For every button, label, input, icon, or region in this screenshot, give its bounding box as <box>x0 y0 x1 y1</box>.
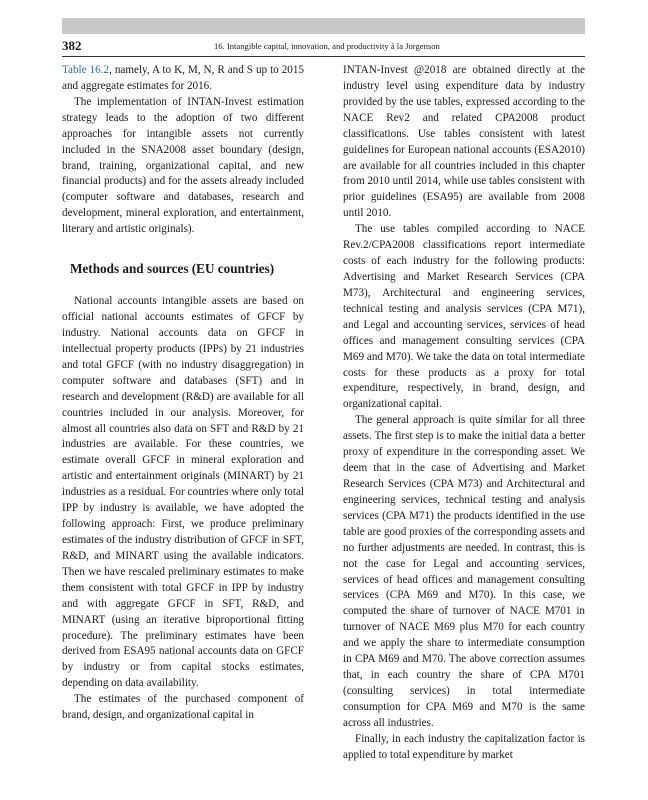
left-column <box>62 63 304 724</box>
header-band <box>62 18 585 34</box>
page-number: 382 <box>62 38 82 53</box>
paragraph <box>62 63 304 95</box>
paragraph: National accounts intangible assets are based on official national accounts estimates of GFCF by industry. National accounts data on GFCF in intellectual property products (IPPs) by 21 industries and total GFCF (with no industry disaggregation) in computer software and databases (SFT) and in research and development (R&D) are available for all countries included in our analysis. Moreover, for almost all countries also data on SFT and R&D by 21 industries are available. For these countries, we estimate overall GFCF in mineral exploration and artistic and entertainment originals (MINART) by 21 industries as a residual. For countries where only total IPP by industry is available, we have adopted the following approach: First, we produce preliminary estimates of the industry distribution of GFCF in SFT, R&D, and MINART using the available indicators. Then we have rescaled preliminary estimates to make them consistent with total GFCF in IPP by industry and with aggregate GFCF in SFT, R&D, and MINART (using an iterative biproportional fitting procedure). The preliminary estimates have been derived from ESA95 national accounts data on GFCF by industry or from capital stocks estimates, depending on data availability. <box>62 295 304 690</box>
section-heading: Methods and sources (EU countries) <box>70 261 275 277</box>
paragraph: The use tables compiled according to NACE Rev.2/CPA2008 classifications report intermediate costs of each industry for the following products: Advertising and Market Research Services (CPA M73), Architectural and engineering services, technical testing and analysis services (CPA M71), and Legal and accounting services, services of head offices and management consulting services (CPA M69 and M70). We take the data on total intermediate costs for these products as a proxy for total expenditure, respectively, in brand, design, and organizational capital. <box>343 223 585 411</box>
paragraph-text: , namely, A to K, M, N, R and S up to 2015 and aggregate estimates for 2016. <box>62 64 304 92</box>
paragraph: The implementation of INTAN-Invest estimation strategy leads to the adoption of two different approaches for intangible assets not currently included in the SNA2008 asset boundary (design, brand, training, organizational capital, and new financial products) and for the assets already included (computer software and databases, research and development, mineral exploration, and entertainment, literary and artistic originals). <box>62 95 304 236</box>
page-header <box>62 36 585 57</box>
right-column <box>343 63 585 764</box>
paragraph: INTAN-Invest @2018 are obtained directly at the industry level using expenditure data by industry provided by the use tables, expressed according to the NACE Rev2 and related CPA2008 product classifications. Use tables consistent with latest guidelines for European national accounts (ESA2010) are available for all countries included in this chapter from 2010 until 2014, while use tables consistent with prior guidelines (ESA95) are available from 2008 until 2010. <box>343 64 585 220</box>
table-link[interactable]: Table 16.2 <box>62 64 110 76</box>
paragraph: The general approach is quite similar for all three assets. The first step is to make the initial data a better proxy of expenditure in the corresponding asset. We deem that in the case of Advertising and Market Research Services (CPA M73) and Architectural and engineering services, technical testing and analysis services (CPA M71) the products identified in the use table are good proxies of the corresponding assets and no further adjustments are needed. In contrast, this is not the case for Legal and accounting services, services of head offices and management consulting services (CPA M69 and M70). In this case, we computed the share of turnover of NACE M701 in turnover of NACE M69 plus M70 for each country and we apply the share to intermediate consumption in CPA M69 and M70. The above correction assumes that, in each country the share of CPA M701 (consulting services) in total intermediate consumption for CPA M69 and M70 is the same across all industries. <box>343 414 585 729</box>
paragraph: The estimates of the purchased component of brand, design, and organizational capital in <box>62 693 304 722</box>
running-title: 16. Intangible capital, innovation, and productivity à la Jorgenson <box>214 41 440 51</box>
paragraph: Finally, in each industry the capitalization factor is applied to total expenditure by market <box>343 732 585 761</box>
